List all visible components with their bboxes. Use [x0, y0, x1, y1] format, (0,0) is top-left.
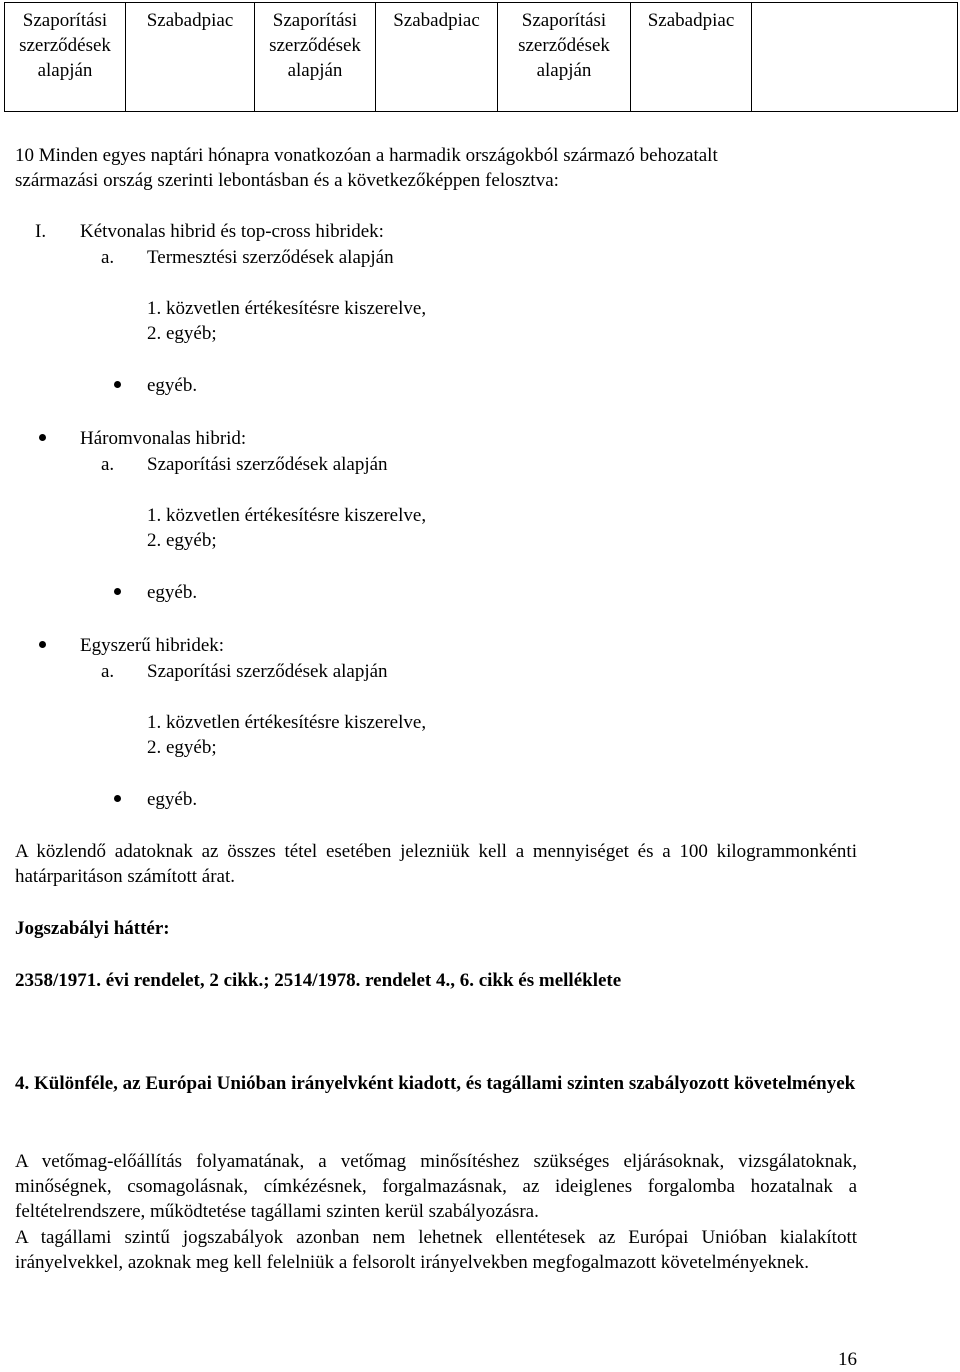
table-cell: Szabadpiac — [631, 3, 752, 112]
section3-item2: 2. egyéb; — [147, 737, 217, 758]
section1-sub-marker: a. — [101, 247, 115, 268]
section2-title: Háromvonalas hibrid: — [80, 428, 247, 449]
table-cell: Szabadpiac — [126, 3, 255, 112]
table-row — [5, 3, 958, 112]
table-cell: Szabadpiac — [376, 3, 498, 112]
table-cell: Szaporítási szerződések alapján — [498, 3, 631, 112]
legal-reference: 2358/1971. évi rendelet, 2 cikk.; 2514/1978. rendelet 4., 6. cikk és melléklete — [15, 970, 622, 991]
section1-title: Kétvonalas hibrid és top-cross hibridek: — [80, 221, 384, 242]
section1-item2: 2. egyéb; — [147, 323, 217, 344]
section1-marker: I. — [35, 221, 47, 242]
section2-sub-marker: a. — [101, 454, 115, 475]
note-paragraph: A közlendő adatoknak az összes tétel esetében jelezniük kell a mennyiséget és a 100 kilogrammonkénti határparitáson számított árat. — [15, 841, 857, 887]
section4-paragraph-1: A vetőmag-előállítás folyamatának, a vetőmag minősítéshez szükséges eljárásoknak, vizsgálatoknak, minőségnek, csomagolásnak, címkézésnek, forgalmazásnak, az ideiglenes forgalomba hozatalnak a feltételrendszere, működtetése tagállami szinten kerül szabályozásra. — [15, 1151, 857, 1222]
bullet-icon — [39, 641, 46, 648]
section2-sub-title: Szaporítási szerződések alapján — [147, 454, 388, 475]
section3-item1: 1. közvetlen értékesítésre kiszerelve, — [147, 712, 427, 733]
section2-item2: 2. egyéb; — [147, 530, 217, 551]
item10-line1: 10 Minden egyes naptári hónapra vonatkozóan a harmadik országokból származó behozatalt — [15, 145, 718, 166]
section2-bullet: egyéb. — [147, 582, 198, 603]
section3-bullet: egyéb. — [147, 789, 198, 810]
bullet-icon — [114, 381, 121, 388]
table-cell: Szaporítási szerződések alapján — [5, 3, 126, 112]
section1-sub-title: Termesztési szerződések alapján — [147, 247, 394, 268]
item10-line2: származási ország szerinti lebontásban és a következőképpen felosztva: — [15, 170, 559, 191]
bullet-icon — [114, 588, 121, 595]
page-number: 16 — [838, 1349, 857, 1370]
bullet-icon — [114, 795, 121, 802]
section1-bullet: egyéb. — [147, 375, 198, 396]
section2-item1: 1. közvetlen értékesítésre kiszerelve, — [147, 505, 427, 526]
section3-sub-title: Szaporítási szerződések alapján — [147, 661, 388, 682]
section4-paragraph-2: A tagállami szintű jogszabályok azonban nem lehetnek ellentétesek az Európai Unióban kialakított irányelvekkel, azoknak meg kell felelniük a felsorolt irányelvekben megfogalmazott követelményeknek. — [15, 1227, 857, 1273]
section3-sub-marker: a. — [101, 661, 115, 682]
legal-heading: Jogszabályi háttér: — [15, 918, 170, 939]
header-table — [4, 2, 958, 112]
table-cell: Szaporítási szerződések alapján — [255, 3, 376, 112]
bullet-icon — [39, 434, 46, 441]
section4-heading: 4. Különféle, az Európai Unióban irányelvként kiadott, és tagállami szinten szabályozott követelmények — [15, 1073, 856, 1094]
section3-title: Egyszerű hibridek: — [80, 635, 225, 656]
section1-item1: 1. közvetlen értékesítésre kiszerelve, — [147, 298, 427, 319]
table-cell — [752, 3, 958, 112]
